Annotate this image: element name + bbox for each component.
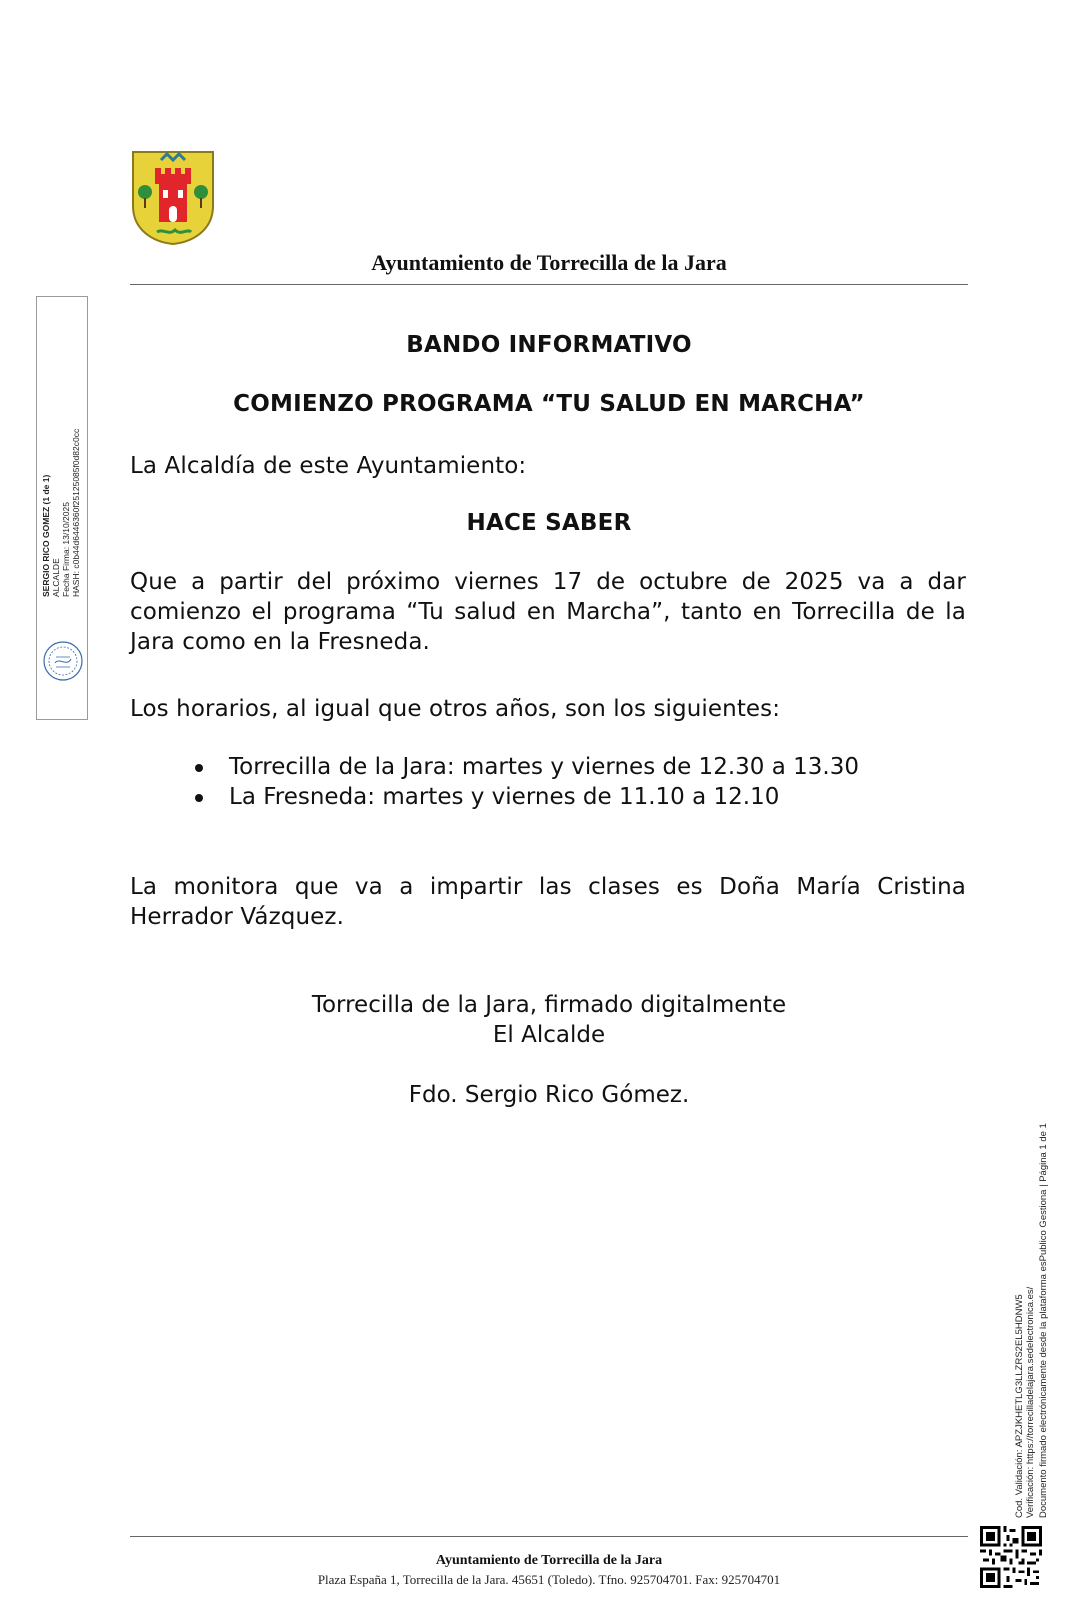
signature-signer: SERGIO RICO GOMEZ (1 de 1)	[41, 474, 51, 597]
announcement-heading: HACE SABER	[466, 510, 632, 536]
validation-url[interactable]: Verificación: https://torrecilladelajara.sedelectronica.es/	[1025, 1286, 1036, 1518]
digital-signature-box	[36, 296, 88, 720]
footer-organization-name: Ayuntamiento de Torrecilla de la Jara	[435, 1553, 663, 1568]
footer-divider	[130, 1536, 968, 1537]
header-organization-name: Ayuntamiento de Torrecilla de la Jara	[371, 250, 727, 275]
footer-address: Plaza España 1, Torrecilla de la Jara. 45651 (Toledo). Tfno. 925704701. Fax: 925704701	[317, 1572, 781, 1587]
document-subtitle: COMIENZO PROGRAMA “TU SALUD EN MARCHA”	[233, 391, 865, 417]
validation-document-note: Documento firmado electrónicamente desde la plataforma esPublico Gestiona | Página 1 de 1	[1038, 1123, 1049, 1518]
document-title: BANDO INFORMATIVO	[406, 332, 692, 358]
schedule-list	[195, 752, 955, 812]
bullet-icon	[195, 764, 203, 772]
qr-code	[980, 1526, 1042, 1588]
signature-position: ALCALDE	[51, 558, 61, 597]
signature-date: Fecha Firma: 13/10/2025	[61, 502, 71, 597]
intro-line: La Alcaldía de este Ayuntamiento:	[130, 453, 527, 479]
signature-hash: HASH: c0b44d6446360f25125085f0d82c0cc	[71, 428, 81, 597]
header-divider	[130, 284, 968, 285]
validation-code: Cod. Validación: APZJKHETLG3LLZRS2EL5HDNW5	[1014, 1294, 1025, 1518]
signature-role: El Alcalde	[492, 1022, 606, 1048]
signature-details	[41, 428, 81, 597]
schedule-item: Torrecilla de la Jara: martes y viernes de 12.30 a 13.30	[195, 752, 955, 782]
validation-block	[1014, 1018, 1036, 1518]
signature-place: Torrecilla de la Jara, firmado digitalmente	[311, 992, 787, 1018]
paragraph-start-date: Que a partir del próximo viernes 17 de octubre de 2025 va a dar comienzo el programa “Tu salud en Marcha”, tanto en Torrecilla de la Jara como en la Fresneda.	[130, 569, 966, 655]
signature-name: Fdo. Sergio Rico Gómez.	[408, 1082, 690, 1108]
signature-seal-icon	[41, 639, 85, 683]
paragraph-schedule-intro: Los horarios, al igual que otros años, son los siguientes:	[130, 696, 781, 722]
coat-of-arms-logo	[131, 150, 215, 246]
bullet-icon	[195, 794, 203, 802]
schedule-item: La Fresneda: martes y viernes de 11.10 a 12.10	[195, 782, 955, 812]
paragraph-instructor: La monitora que va a impartir las clases es Doña María Cristina Herrador Vázquez.	[130, 874, 966, 930]
